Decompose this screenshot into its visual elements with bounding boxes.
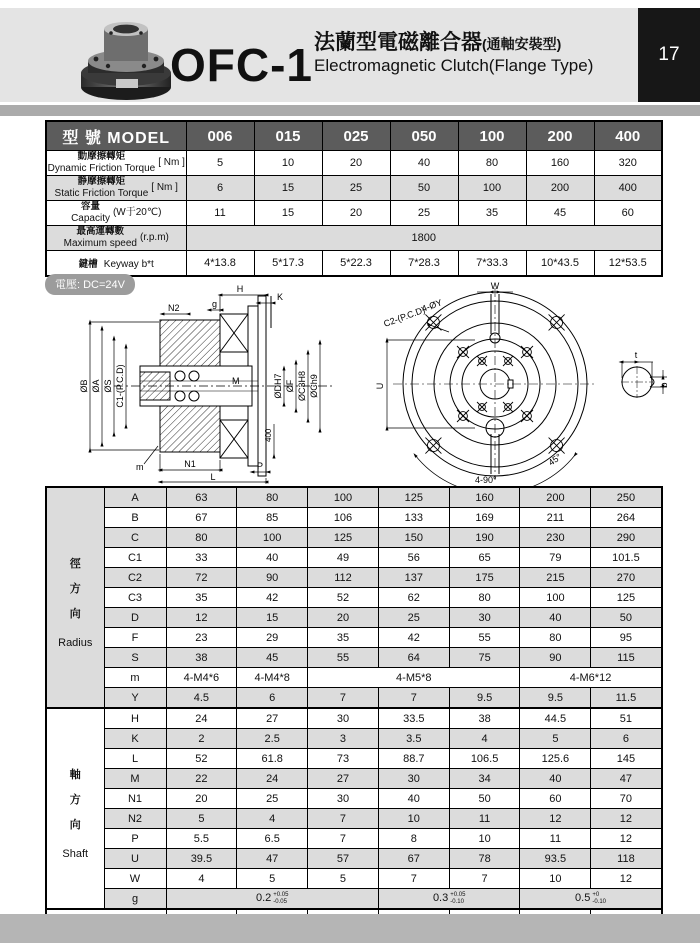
dim-cell: 70 xyxy=(591,789,662,809)
dim-cell: 12 xyxy=(591,829,662,849)
dim-row xyxy=(46,668,662,688)
dim-cell: 4-M4*8 xyxy=(237,668,308,688)
dim-label-u: U xyxy=(375,382,385,390)
dim-cell: 125.6 xyxy=(520,749,591,769)
dim-cell: 55 xyxy=(449,628,520,648)
dim-label-dia-d: ØDH7 xyxy=(273,373,283,399)
dim-cell: 5 xyxy=(237,869,308,889)
footer-bar xyxy=(0,914,700,943)
dim-cell: 106.5 xyxy=(449,749,520,769)
dim-cell: 22 xyxy=(166,769,237,789)
dim-cell: 40 xyxy=(378,789,449,809)
dim-cell: 230 xyxy=(520,528,591,548)
dim-cell: 80 xyxy=(449,588,520,608)
dim-cell: 7 xyxy=(308,809,379,829)
dim-cell: 112 xyxy=(308,568,379,588)
dim-cell: 10 xyxy=(520,869,591,889)
dim-cell: 10 xyxy=(378,809,449,829)
spec-cell: 320 xyxy=(594,151,662,176)
dim-label-n2: N2 xyxy=(168,303,180,313)
voltage-badge: 電壓: DC=24V xyxy=(45,274,135,295)
spec-cell: 25 xyxy=(322,176,390,201)
spec-cell: 45 xyxy=(526,201,594,226)
dim-cell: 33.5 xyxy=(378,708,449,729)
dim-cell: 6 xyxy=(237,688,308,709)
dim-cell: 15 xyxy=(237,608,308,628)
dim-cell: 7 xyxy=(449,869,520,889)
spec-cell: 20 xyxy=(322,151,390,176)
model-header-cell: 型 號 MODEL xyxy=(46,121,186,151)
dim-cell: 125 xyxy=(378,487,449,508)
dim-cell: 9.5 xyxy=(520,688,591,709)
dim-letter: N2 xyxy=(104,809,166,829)
dim-cell: 4.5 xyxy=(166,688,237,709)
dim-cell: 20 xyxy=(166,789,237,809)
dim-row xyxy=(46,869,662,889)
dim-cell: 57 xyxy=(308,849,379,869)
dim-row xyxy=(46,548,662,568)
dim-row xyxy=(46,809,662,829)
model-name: OFC-1 xyxy=(170,39,313,91)
dim-cell: 200 xyxy=(520,487,591,508)
dim-cell: 40 xyxy=(520,769,591,789)
header-divider-bar xyxy=(0,105,700,116)
dim-label-dia-f: ØF xyxy=(285,379,295,393)
dim-cell: 25 xyxy=(378,608,449,628)
dim-cell: 80 xyxy=(237,487,308,508)
spec-cell: 1800 xyxy=(186,226,662,251)
dim-cell: 44.5 xyxy=(520,708,591,729)
spec-cell: 60 xyxy=(594,201,662,226)
dim-cell: 73 xyxy=(308,749,379,769)
dim-letter: B xyxy=(104,508,166,528)
dim-row xyxy=(46,568,662,588)
spec-cell: 7*33.3 xyxy=(458,251,526,277)
model-column-header: 400 xyxy=(594,121,662,151)
dim-label-dia-a: ØA xyxy=(91,379,101,393)
dim-cell: 125 xyxy=(308,528,379,548)
dim-cell: 215 xyxy=(520,568,591,588)
dim-row xyxy=(46,708,662,729)
dim-cell: 35 xyxy=(166,588,237,608)
dim-cell: 27 xyxy=(308,769,379,789)
spec-row-label: 静摩擦轉矩 Static Friction Torque [ Nm ] xyxy=(46,176,186,201)
spec-cell: 15 xyxy=(254,201,322,226)
model-column-header: 200 xyxy=(526,121,594,151)
model-column-header: 006 xyxy=(186,121,254,151)
spec-row xyxy=(46,226,662,251)
dim-cell: 65 xyxy=(449,548,520,568)
dim-cell: 115 xyxy=(591,648,662,668)
model-column-header: 100 xyxy=(458,121,526,151)
dim-cell: 90 xyxy=(237,568,308,588)
dim-letter: C2 xyxy=(104,568,166,588)
spec-header-row xyxy=(46,121,662,151)
dim-label-wire: 400 xyxy=(264,428,273,442)
dim-cell: 133 xyxy=(378,508,449,528)
dim-cell: 49 xyxy=(308,548,379,568)
spec-cell: 6 xyxy=(186,176,254,201)
dim-cell: 67 xyxy=(166,508,237,528)
dim-row xyxy=(46,688,662,709)
dim-cell: 64 xyxy=(378,648,449,668)
dim-cell: 290 xyxy=(591,528,662,548)
dim-cell: 7 xyxy=(308,688,379,709)
dim-cell: 25 xyxy=(237,789,308,809)
dim-cell: 5 xyxy=(308,869,379,889)
title-chinese xyxy=(314,26,561,56)
dim-cell: 9.5 xyxy=(449,688,520,709)
spec-row-label: 容量 Capacity (W于20℃) xyxy=(46,201,186,226)
dim-cell: 34 xyxy=(449,769,520,789)
dim-cell: 30 xyxy=(308,708,379,729)
dim-group-label: 徑 方 向 Radius xyxy=(46,487,104,708)
dim-row xyxy=(46,789,662,809)
dim-cell: 11 xyxy=(520,829,591,849)
dim-cell: 39.5 xyxy=(166,849,237,869)
dim-letter: P xyxy=(104,829,166,849)
spec-cell: 12*53.5 xyxy=(594,251,662,277)
dim-cell: 6 xyxy=(591,729,662,749)
dim-cell: 52 xyxy=(308,588,379,608)
dim-cell: 50 xyxy=(591,608,662,628)
dim-letter: D xyxy=(104,608,166,628)
dim-label-p: P xyxy=(257,461,264,471)
model-column-header: 015 xyxy=(254,121,322,151)
dim-cell: 137 xyxy=(378,568,449,588)
title-chinese-sub: (通軸安裝型) xyxy=(482,36,562,52)
dim-letter: N1 xyxy=(104,789,166,809)
dim-group-label: 軸 方 向 Shaft xyxy=(46,708,104,909)
dim-row xyxy=(46,608,662,628)
dim-cell: 47 xyxy=(237,849,308,869)
dim-cell: 93.5 xyxy=(520,849,591,869)
spec-cell: 5*22.3 xyxy=(322,251,390,277)
spec-cell: 15 xyxy=(254,176,322,201)
dim-cell: 4 xyxy=(449,729,520,749)
dim-cell: 100 xyxy=(308,487,379,508)
dim-label-k: K xyxy=(277,292,284,302)
dim-cell: 4-M5*8 xyxy=(308,668,520,688)
spec-cell: 160 xyxy=(526,151,594,176)
dim-cell: 145 xyxy=(591,749,662,769)
spec-cell: 400 xyxy=(594,176,662,201)
spec-row xyxy=(46,201,662,226)
dim-cell: 42 xyxy=(378,628,449,648)
dim-cell: 30 xyxy=(308,789,379,809)
dim-cell: 12 xyxy=(591,869,662,889)
page-number: 17 xyxy=(658,44,680,65)
dim-cell: 100 xyxy=(237,528,308,548)
dim-label-h: H xyxy=(236,284,244,294)
dim-label-dia-s: ØS xyxy=(103,379,113,393)
dim-cell: 29 xyxy=(237,628,308,648)
dim-letter: L xyxy=(104,749,166,769)
dim-cell: 80 xyxy=(166,528,237,548)
dim-cell: 40 xyxy=(520,608,591,628)
spec-cell: 4*13.8 xyxy=(186,251,254,277)
dim-cell: 169 xyxy=(449,508,520,528)
dim-cell: 118 xyxy=(591,849,662,869)
dim-cell: 42 xyxy=(237,588,308,608)
spec-row-label: 鍵槽 Keyway b*t xyxy=(46,251,186,277)
dim-cell: 125 xyxy=(591,588,662,608)
dim-row xyxy=(46,769,662,789)
dim-letter: F xyxy=(104,628,166,648)
dim-row xyxy=(46,829,662,849)
spec-cell: 7*28.3 xyxy=(390,251,458,277)
dim-cell: 12 xyxy=(166,608,237,628)
dim-cell: 12 xyxy=(591,809,662,829)
spec-row xyxy=(46,176,662,201)
dim-cell: 6.5 xyxy=(237,829,308,849)
title-english: Electromagnetic Clutch(Flange Type) xyxy=(314,56,594,75)
spec-row xyxy=(46,251,662,277)
dim-row xyxy=(46,487,662,508)
dim-row xyxy=(46,648,662,668)
dim-cell: 61.8 xyxy=(237,749,308,769)
spec-cell: 100 xyxy=(458,176,526,201)
spec-cell: 25 xyxy=(390,201,458,226)
dim-label-c1: C1-(P.C.D) xyxy=(115,364,125,408)
spec-cell: 10 xyxy=(254,151,322,176)
dim-cell: 38 xyxy=(449,708,520,729)
dim-cell: 38 xyxy=(166,648,237,668)
dim-label-t: t xyxy=(634,350,638,360)
dim-cell: 5.5 xyxy=(166,829,237,849)
dim-cell: 51 xyxy=(591,708,662,729)
dim-cell: 5 xyxy=(166,809,237,829)
dim-cell: 0.3 +0.05 -0.10 xyxy=(378,889,520,910)
dim-cell: 5 xyxy=(520,729,591,749)
dim-cell: 4 xyxy=(166,869,237,889)
dim-label-n1: N1 xyxy=(184,459,196,469)
dim-letter: C xyxy=(104,528,166,548)
dim-cell: 12 xyxy=(520,809,591,829)
dim-letter: U xyxy=(104,849,166,869)
title-chinese-main: 法蘭型電磁離合器 xyxy=(314,31,482,54)
dim-cell: 4 xyxy=(237,809,308,829)
dim-label-holes: 4-ØY xyxy=(420,297,444,314)
dim-cell: 10 xyxy=(449,829,520,849)
spec-cell: 20 xyxy=(322,201,390,226)
dim-cell: 7 xyxy=(378,688,449,709)
spec-table xyxy=(45,120,663,277)
model-column-header: 025 xyxy=(322,121,390,151)
dim-letter: g xyxy=(104,889,166,910)
dim-label-45: 45° xyxy=(546,451,564,468)
dim-cell: 175 xyxy=(449,568,520,588)
dim-cell: 78 xyxy=(449,849,520,869)
dim-label-b: b xyxy=(659,382,669,388)
dim-cell: 190 xyxy=(449,528,520,548)
dim-label-c2: C2-(P.C.D) xyxy=(382,304,427,329)
dim-letter: W xyxy=(104,869,166,889)
dim-cell: 24 xyxy=(166,708,237,729)
dim-cell: 47 xyxy=(591,769,662,789)
dim-cell: 88.7 xyxy=(378,749,449,769)
dim-cell: 23 xyxy=(166,628,237,648)
dim-cell: 79 xyxy=(520,548,591,568)
spec-cell: 35 xyxy=(458,201,526,226)
dim-label-w: W xyxy=(490,282,500,291)
spec-cell: 80 xyxy=(458,151,526,176)
dim-cell: 0.2 +0.05 -0.05 xyxy=(166,889,378,910)
page-number-tab xyxy=(638,8,700,102)
dim-cell: 80 xyxy=(520,628,591,648)
dim-label-dia-b: ØB xyxy=(79,379,89,393)
dim-label-m-core: M xyxy=(232,376,240,386)
dim-row xyxy=(46,508,662,528)
dim-cell: 30 xyxy=(449,608,520,628)
dim-row xyxy=(46,528,662,548)
dim-cell: 7 xyxy=(378,869,449,889)
dim-cell: 90 xyxy=(520,648,591,668)
dim-cell: 20 xyxy=(308,608,379,628)
dim-cell: 50 xyxy=(449,789,520,809)
dim-letter: K xyxy=(104,729,166,749)
dim-cell: 211 xyxy=(520,508,591,528)
spec-row xyxy=(46,151,662,176)
spec-cell: 40 xyxy=(390,151,458,176)
dim-cell: 30 xyxy=(378,769,449,789)
spec-row-label: 動摩擦轉矩 Dynamic Friction Torque [ Nm ] xyxy=(47,150,185,174)
dim-cell: 250 xyxy=(591,487,662,508)
dim-cell: 101.5 xyxy=(591,548,662,568)
model-column-header: 050 xyxy=(390,121,458,151)
dim-cell: 4-M4*6 xyxy=(166,668,237,688)
front-view-drawing xyxy=(345,282,675,486)
dim-cell: 40 xyxy=(237,548,308,568)
dim-cell: 160 xyxy=(449,487,520,508)
spec-cell: 11 xyxy=(186,201,254,226)
dim-cell: 2 xyxy=(166,729,237,749)
dim-cell: 264 xyxy=(591,508,662,528)
dim-cell: 63 xyxy=(166,487,237,508)
dim-letter: S xyxy=(104,648,166,668)
dim-letter: M xyxy=(104,769,166,789)
dim-cell: 106 xyxy=(308,508,379,528)
dim-cell: 85 xyxy=(237,508,308,528)
dim-row xyxy=(46,729,662,749)
dim-letter: H xyxy=(104,708,166,729)
dim-cell: 75 xyxy=(449,648,520,668)
dim-cell: 45 xyxy=(237,648,308,668)
side-view-drawing xyxy=(28,284,343,486)
dim-row xyxy=(46,588,662,608)
spec-cell: 50 xyxy=(390,176,458,201)
dim-cell: 4-M6*12 xyxy=(520,668,662,688)
dim-cell: 56 xyxy=(378,548,449,568)
product-photo xyxy=(78,11,174,103)
dim-cell: 35 xyxy=(308,628,379,648)
dim-letter: m xyxy=(104,668,166,688)
dim-cell: 24 xyxy=(237,769,308,789)
dim-letter: C1 xyxy=(104,548,166,568)
spec-cell: 5*17.3 xyxy=(254,251,322,277)
dim-cell: 0.5 +0 -0.10 xyxy=(520,889,662,910)
dim-cell: 62 xyxy=(378,588,449,608)
spec-cell: 5 xyxy=(186,151,254,176)
dim-cell: 95 xyxy=(591,628,662,648)
dim-cell: 3 xyxy=(308,729,379,749)
dim-cell: 270 xyxy=(591,568,662,588)
dim-label-m: m xyxy=(136,462,144,472)
dim-label-l: L xyxy=(210,472,216,482)
dim-cell: 72 xyxy=(166,568,237,588)
dim-cell: 55 xyxy=(308,648,379,668)
dim-row xyxy=(46,628,662,648)
dim-letter: C3 xyxy=(104,588,166,608)
dim-cell: 52 xyxy=(166,749,237,769)
dim-cell: 7 xyxy=(308,829,379,849)
dim-cell: 33 xyxy=(166,548,237,568)
dim-label-90: 4-90° xyxy=(475,475,497,485)
dim-cell: 100 xyxy=(520,588,591,608)
dim-label-dia-c3: ØC3H8 xyxy=(297,370,307,402)
dim-cell: 3.5 xyxy=(378,729,449,749)
dim-letter: A xyxy=(104,487,166,508)
dim-cell: 8 xyxy=(378,829,449,849)
dimension-table xyxy=(45,486,663,937)
dim-letter: Y xyxy=(104,688,166,709)
spec-row-label: 最高運轉數 Maximum speed (r.p.m) xyxy=(46,226,186,251)
dim-cell: 150 xyxy=(378,528,449,548)
spec-cell: 200 xyxy=(526,176,594,201)
dim-cell: 11.5 xyxy=(591,688,662,709)
dim-cell: 11 xyxy=(449,809,520,829)
dim-cell: 27 xyxy=(237,708,308,729)
dim-label-dia-c: ØCh9 xyxy=(309,374,319,398)
dim-row xyxy=(46,849,662,869)
dim-cell: 67 xyxy=(378,849,449,869)
dim-cell: 60 xyxy=(520,789,591,809)
dim-cell: 2.5 xyxy=(237,729,308,749)
dim-row xyxy=(46,749,662,769)
dim-row xyxy=(46,889,662,910)
spec-cell: 10*43.5 xyxy=(526,251,594,277)
dim-label-g: g xyxy=(212,299,218,309)
